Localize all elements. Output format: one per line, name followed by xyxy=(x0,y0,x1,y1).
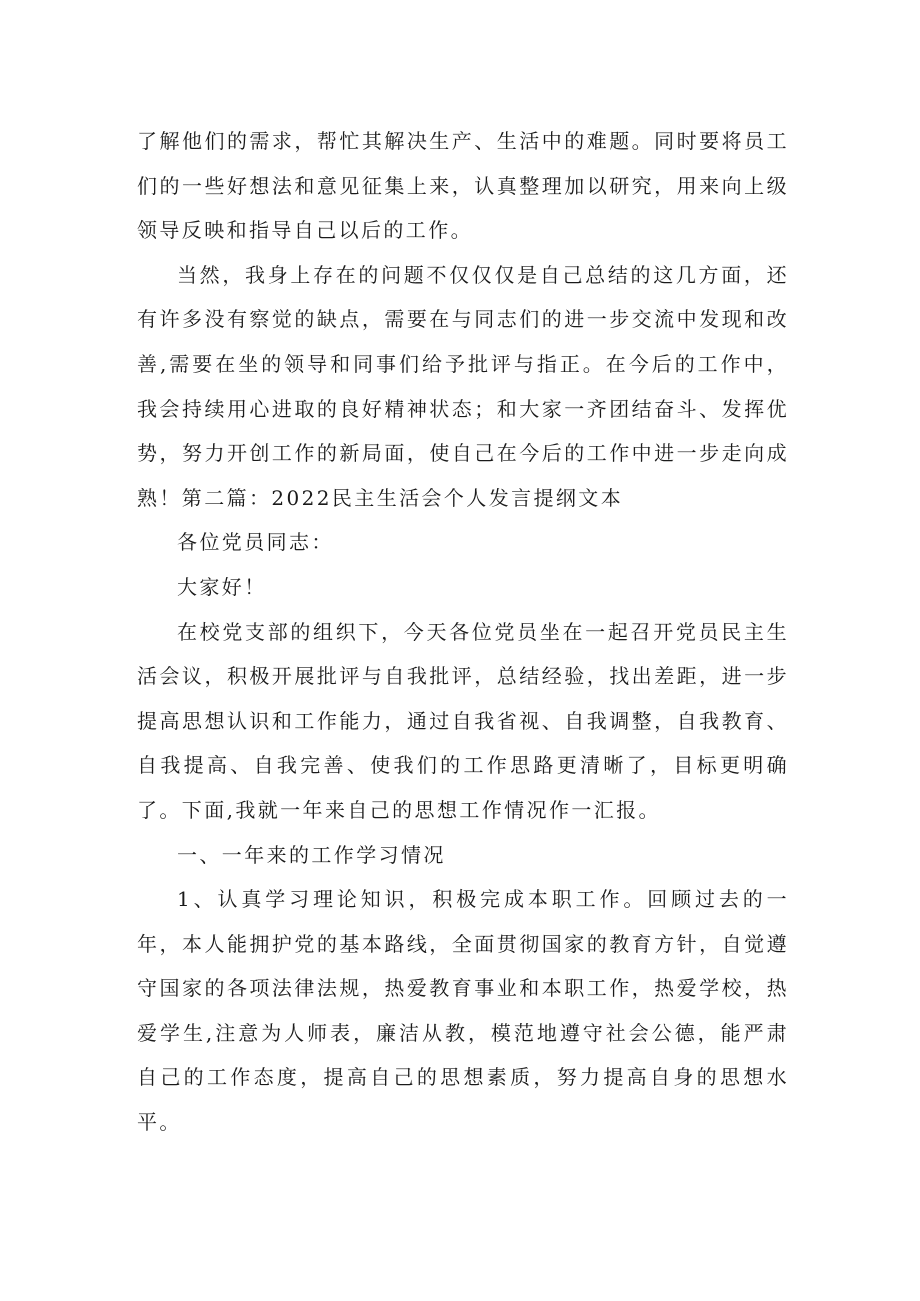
paragraph-introduction: 在校党支部的组织下，今天各位党员坐在一起召开党员民主生活会议，积极开展批评与自我批评，总结经验，找出差距，进一步提高思想认识和工作能力，通过自我省视、自我调整，自我教育、自我提高、自我完善、使我们的工作思路更清晰了，目标更明确了。下面,我就一年来自己的思想工作情况作一汇报。 xyxy=(137,619,789,822)
paragraph-continuation: 了解他们的需求，帮忙其解决生产、生活中的难题。同时要将员工们的一些好想法和意见征集上来，认真整理加以研究，用来向上级领导反映和指导自己以后的工作。 xyxy=(137,129,789,243)
section-heading: 一、一年来的工作学习情况 xyxy=(177,842,446,867)
paragraph-self-reflection: 当然，我身上存在的问题不仅仅仅是自己总结的这几方面，还有许多没有察觉的缺点，需要在与同志们的进一步交流中发现和改善,需要在坐的领导和同事们给予批评与指正。在今后的工作中，我会持续用心进取的良好精神状态；和大家一齐团结奋斗、发挥优势，努力开创工作的新局面，使自己在今后的工作中进一步走向成熟！第二篇：2022民主生活会个人发言提纲文本 xyxy=(137,262,789,510)
document-body xyxy=(137,119,789,1145)
paragraph-greeting: 大家好！ xyxy=(177,574,267,599)
paragraph-salutation: 各位党员同志： xyxy=(177,530,334,555)
paragraph-item-1: 1、认真学习理论知识，积极完成本职工作。回顾过去的一年，本人能拥护党的基本路线，全面贯彻国家的教育方针，自觉遵守国家的各项法律法规，热爱教育事业和本职工作，热爱学校，热爱学生,注意为人师表，廉洁从教，模范地遵守社会公德，能严肃自己的工作态度，提高自己的思想素质，努力提高自身的思想水平。 xyxy=(137,887,789,1135)
